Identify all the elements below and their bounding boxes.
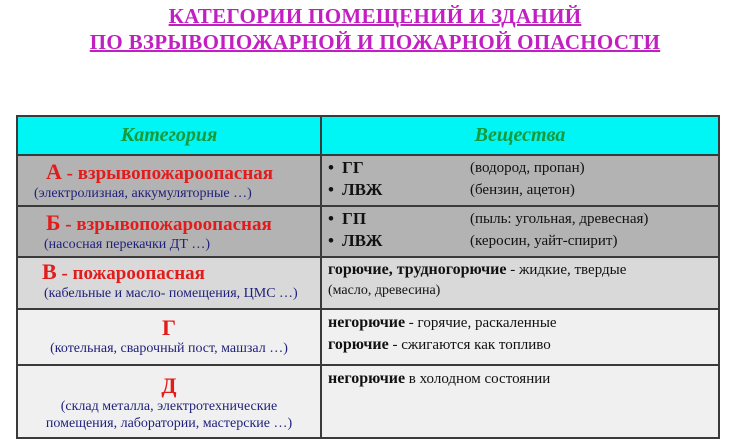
- table-row-b: [17, 206, 719, 257]
- table-row-v: [17, 257, 719, 309]
- bullet-icon: •: [328, 158, 334, 177]
- bullet-icon: •: [328, 180, 334, 199]
- substance-line: [328, 157, 718, 179]
- table-row-g: [17, 309, 719, 365]
- bullet-icon: •: [328, 231, 334, 250]
- table-row-a: [17, 155, 719, 206]
- category-note-line-2: помещения, лаборатории, мастерские …): [45, 416, 293, 431]
- category-cell: [17, 309, 321, 365]
- substance-code: ГГ: [342, 158, 364, 177]
- substances-cell: [321, 155, 719, 206]
- category-heading: [18, 374, 320, 398]
- category-letter: Б: [46, 210, 61, 235]
- table-row-d: [17, 365, 719, 438]
- category-kind: - взрывопожароопасная: [61, 163, 274, 184]
- category-letter: А: [46, 159, 62, 184]
- bullet-icon: •: [328, 209, 334, 228]
- category-heading: [24, 260, 320, 285]
- category-cell: [17, 206, 321, 257]
- substance-line: [328, 230, 718, 252]
- substance-desc: (бензин, ацетон): [470, 182, 575, 198]
- substance-code: ГП: [342, 209, 367, 228]
- category-cell: [17, 365, 321, 438]
- category-note: (котельная, сварочный пост, машзал …): [50, 341, 288, 356]
- page-title-line-1: КАТЕГОРИИ ПОМЕЩЕНИЙ И ЗДАНИЙ: [168, 4, 582, 28]
- category-heading: [24, 160, 320, 185]
- category-cell: [17, 257, 321, 309]
- category-heading: [24, 211, 320, 236]
- substance-line: горючие - сжигаются как топливо: [328, 336, 551, 353]
- header-category: Категория: [17, 116, 321, 155]
- substance-line: негорючие в холодном состоянии: [328, 370, 551, 387]
- substance-code: ЛВЖ: [342, 180, 383, 199]
- substances-cell: [321, 257, 719, 309]
- category-note: (насосная перекачки ДТ …): [44, 237, 211, 252]
- substance-code: ЛВЖ: [342, 231, 383, 250]
- category-heading: [18, 316, 320, 340]
- category-note: (электролизная, аккумуляторные …): [34, 186, 252, 201]
- substances-cell: [321, 365, 719, 438]
- category-note: (кабельные и масло- помещения, ЦМС …): [44, 286, 298, 301]
- category-letter: Г: [162, 315, 176, 340]
- substance-line: [328, 179, 718, 201]
- header-substances: Вещества: [321, 116, 719, 155]
- substance-line: (масло, древесина): [328, 283, 441, 298]
- page-title-line-2: ПО ВЗРЫВОПОЖАРНОЙ И ПОЖАРНОЙ ОПАСНОСТИ: [89, 30, 661, 54]
- substances-cell: [321, 206, 719, 257]
- substances-cell: [321, 309, 719, 365]
- category-letter: В: [42, 259, 57, 284]
- substance-line: негорючие - горячие, раскаленные: [328, 314, 557, 331]
- substance-desc: (водород, пропан): [470, 160, 585, 176]
- category-cell: [17, 155, 321, 206]
- category-kind: - взрывопожароопасная: [60, 214, 272, 235]
- table-header-row: [17, 116, 719, 155]
- category-letter: Д: [161, 373, 177, 398]
- category-note-line-1: (склад металла, электротехнические: [60, 399, 278, 414]
- substance-line: горючие, трудногорючие - жидкие, твердые: [328, 261, 627, 278]
- category-kind: - пожароопасная: [56, 263, 205, 284]
- categories-table: [16, 115, 720, 439]
- substance-desc: (пыль: угольная, древесная): [470, 211, 649, 227]
- substance-line: [328, 208, 718, 230]
- substance-desc: (керосин, уайт-спирит): [470, 233, 618, 249]
